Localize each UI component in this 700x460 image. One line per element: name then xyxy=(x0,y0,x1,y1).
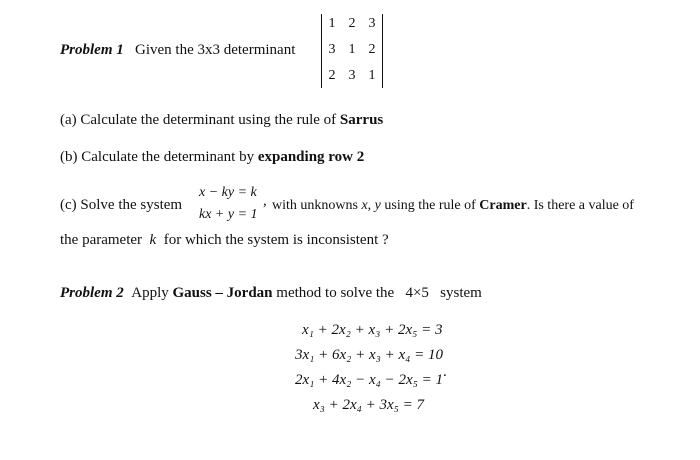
part-c-tail: . Is there a value of xyxy=(526,198,634,213)
part-c-using: using the rule of xyxy=(384,198,476,213)
matrix-cell: 3 xyxy=(368,16,376,31)
problem1-label: Problem 1 xyxy=(60,42,124,58)
part-b-text: (b) Calculate the determinant by xyxy=(60,149,258,165)
equation-3: 2x₁ + 4x₂ − x₄ − 2x₅ = 1 xyxy=(295,372,443,388)
equation-1: x₁ + 2x₂ + x₃ + 2x₅ = 3 xyxy=(302,322,443,338)
matrix-cell: 2 xyxy=(328,68,336,83)
part-c-line2a: the parameter xyxy=(60,232,143,248)
part-c-vars: x, y xyxy=(361,198,381,213)
equation-4: x₃ + 2x₄ + 3x₅ = 7 xyxy=(313,397,424,413)
part-c-rest xyxy=(272,198,634,214)
part-c-mid: with unknowns xyxy=(272,198,358,213)
determinant-matrix xyxy=(321,14,383,88)
problem1-heading xyxy=(60,42,295,59)
part-c-cramer: Cramer xyxy=(479,198,527,213)
problem2-label: Problem 2 xyxy=(60,285,124,301)
problem2-size: 4×5 xyxy=(405,285,429,301)
part-c-prefix: (c) Solve the system xyxy=(60,197,183,213)
matrix-cell: 1 xyxy=(328,16,336,31)
part-c-line2 xyxy=(60,232,389,249)
system-eq2: kx + y = 1 xyxy=(199,207,258,222)
matrix-cell: 2 xyxy=(348,16,356,31)
problem1-intro: Given the 3x3 determinant xyxy=(135,42,296,58)
equation-period: . xyxy=(443,364,447,380)
system-eq1: x − ky = k xyxy=(199,185,257,200)
part-a-bold: Sarrus xyxy=(339,112,384,128)
problem2-heading xyxy=(60,285,482,302)
problem2-intro: Apply xyxy=(131,285,169,301)
matrix-cell: 1 xyxy=(348,42,356,57)
matrix-cell: 3 xyxy=(348,68,356,83)
problem2-tail: system xyxy=(440,285,482,301)
part-c-k: k xyxy=(149,232,157,248)
part-a-text: (a) Calculate the determinant using the rule of xyxy=(60,112,340,128)
problem2-mid: method to solve the xyxy=(276,285,395,301)
matrix-cell: 3 xyxy=(328,42,336,57)
part-b-bold: expanding row 2 xyxy=(257,149,365,165)
matrix-cell: 2 xyxy=(368,42,376,57)
part-b xyxy=(60,149,364,166)
system-comma: , xyxy=(263,193,267,209)
equation-2: 3x₁ + 6x₂ + x₃ + x₄ = 10 xyxy=(295,347,443,363)
part-c-line2b: for which the system is inconsistent ? xyxy=(163,232,389,248)
matrix-cell: 1 xyxy=(368,68,376,83)
problem2-method: Gauss – Jordan xyxy=(172,285,273,301)
part-a xyxy=(60,112,383,129)
